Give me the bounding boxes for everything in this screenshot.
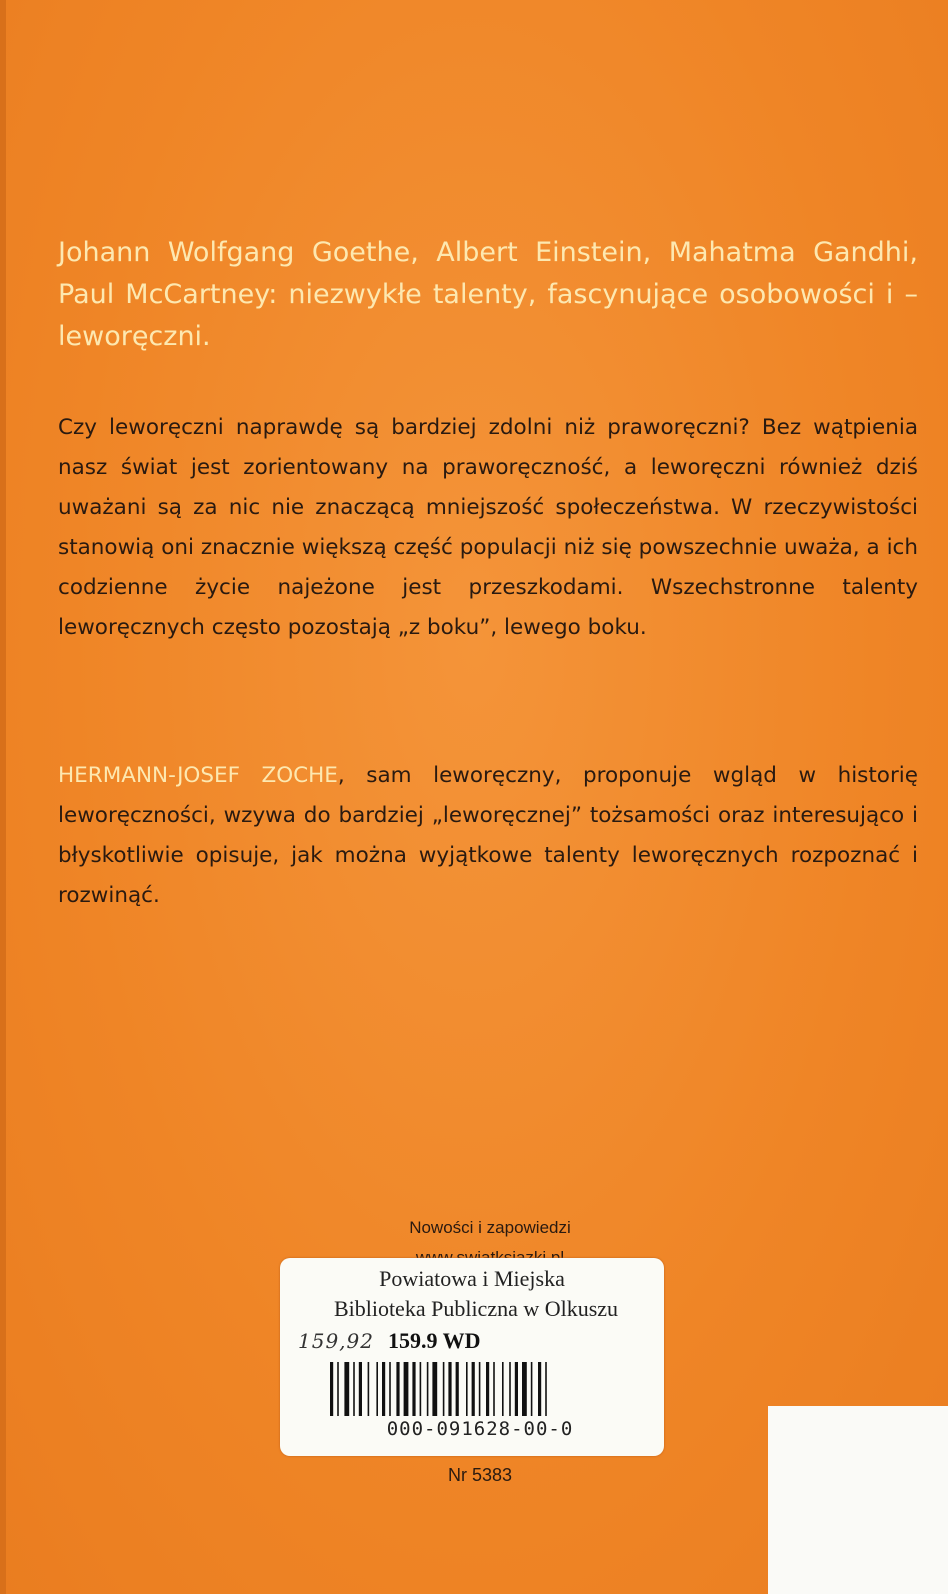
barcode-bar bbox=[382, 1362, 385, 1416]
barcode-bar bbox=[344, 1362, 349, 1416]
barcode-bar bbox=[396, 1362, 399, 1416]
handwritten-mark: 159,92 bbox=[298, 1329, 374, 1353]
promo-line-1: Nowości i zapowiedzi bbox=[409, 1218, 571, 1237]
barcode-bar bbox=[466, 1362, 468, 1416]
barcode-bar bbox=[443, 1362, 445, 1416]
barcode-bar bbox=[368, 1362, 370, 1416]
barcode-bar bbox=[531, 1362, 533, 1416]
library-sticker bbox=[280, 1258, 664, 1456]
barcode-bar bbox=[493, 1362, 495, 1416]
barcode-bar bbox=[472, 1362, 475, 1416]
shelf-mark bbox=[298, 1328, 480, 1354]
barcode-bar bbox=[448, 1362, 451, 1416]
barcode-bar bbox=[479, 1362, 481, 1416]
barcode-bar bbox=[538, 1362, 541, 1416]
barcode-bar bbox=[515, 1362, 518, 1416]
author-name: HERMANN-JOSEF ZOCHE bbox=[58, 763, 338, 788]
call-number: 159.9 WD bbox=[387, 1328, 481, 1353]
barcode-bar bbox=[545, 1362, 547, 1416]
barcode-bar bbox=[486, 1362, 489, 1416]
barcode-bar bbox=[427, 1362, 429, 1416]
barcode-number: 000-091628-00-0 bbox=[386, 1418, 574, 1440]
barcode-bar bbox=[389, 1362, 391, 1416]
barcode-bar bbox=[337, 1362, 339, 1416]
description-paragraph-1: Czy leworęczni naprawdę są bardziej zdolni niż praworęczni? Bez wątpienia nasz świat jest zorientowany na praworęczność, a leworęczni również dziś uważani są za nic nie znaczącą mniejszość społeczeństwa. W rzeczywistości stanowią oni znacznie większą część populacji niż się powszechnie uważa, a ich codzienne życie najeżone jest przeszkodami. Wszechstronne talenty leworęcznych często pozostają „z boku”, lewego boku. bbox=[58, 415, 918, 640]
barcode-bar bbox=[509, 1362, 511, 1416]
inventory-number: Nr 5383 bbox=[447, 1465, 513, 1485]
cover-edge bbox=[0, 0, 6, 1594]
barcode-bar bbox=[522, 1362, 527, 1416]
library-name-line-1: Powiatowa i Miejska bbox=[379, 1266, 565, 1291]
description-paragraph-2 bbox=[58, 756, 918, 916]
paper-tab bbox=[768, 1406, 948, 1594]
barcode-bar bbox=[502, 1362, 504, 1416]
barcode-bar bbox=[412, 1362, 415, 1416]
author-description: , sam leworęczny, proponuje wgląd w historię leworęczności, wzywa do bardziej „leworęcznej” tożsamości oraz interesująco i błyskotliwie opisuje, jak można wyjątkowe talenty leworęcznych rozpoznać i rozwinąć. bbox=[58, 763, 919, 908]
barcode-bar bbox=[404, 1362, 409, 1416]
barcode-bar bbox=[353, 1362, 355, 1416]
barcode-bar bbox=[420, 1362, 422, 1416]
barcode-bar bbox=[376, 1362, 378, 1416]
barcode bbox=[328, 1362, 628, 1416]
library-name-line-2: Biblioteka Publiczna w Olkuszu bbox=[333, 1296, 619, 1321]
barcode-bar bbox=[359, 1362, 362, 1416]
intro-text: Johann Wolfgang Goethe, Albert Einstein, Mahatma Gandhi, Paul McCartney: niezwykłe talenty, fascynujące osobowości i – leworęczni. bbox=[58, 237, 918, 352]
barcode-bar bbox=[432, 1362, 437, 1416]
barcode-bar bbox=[330, 1362, 333, 1416]
barcode-bar bbox=[456, 1362, 459, 1416]
